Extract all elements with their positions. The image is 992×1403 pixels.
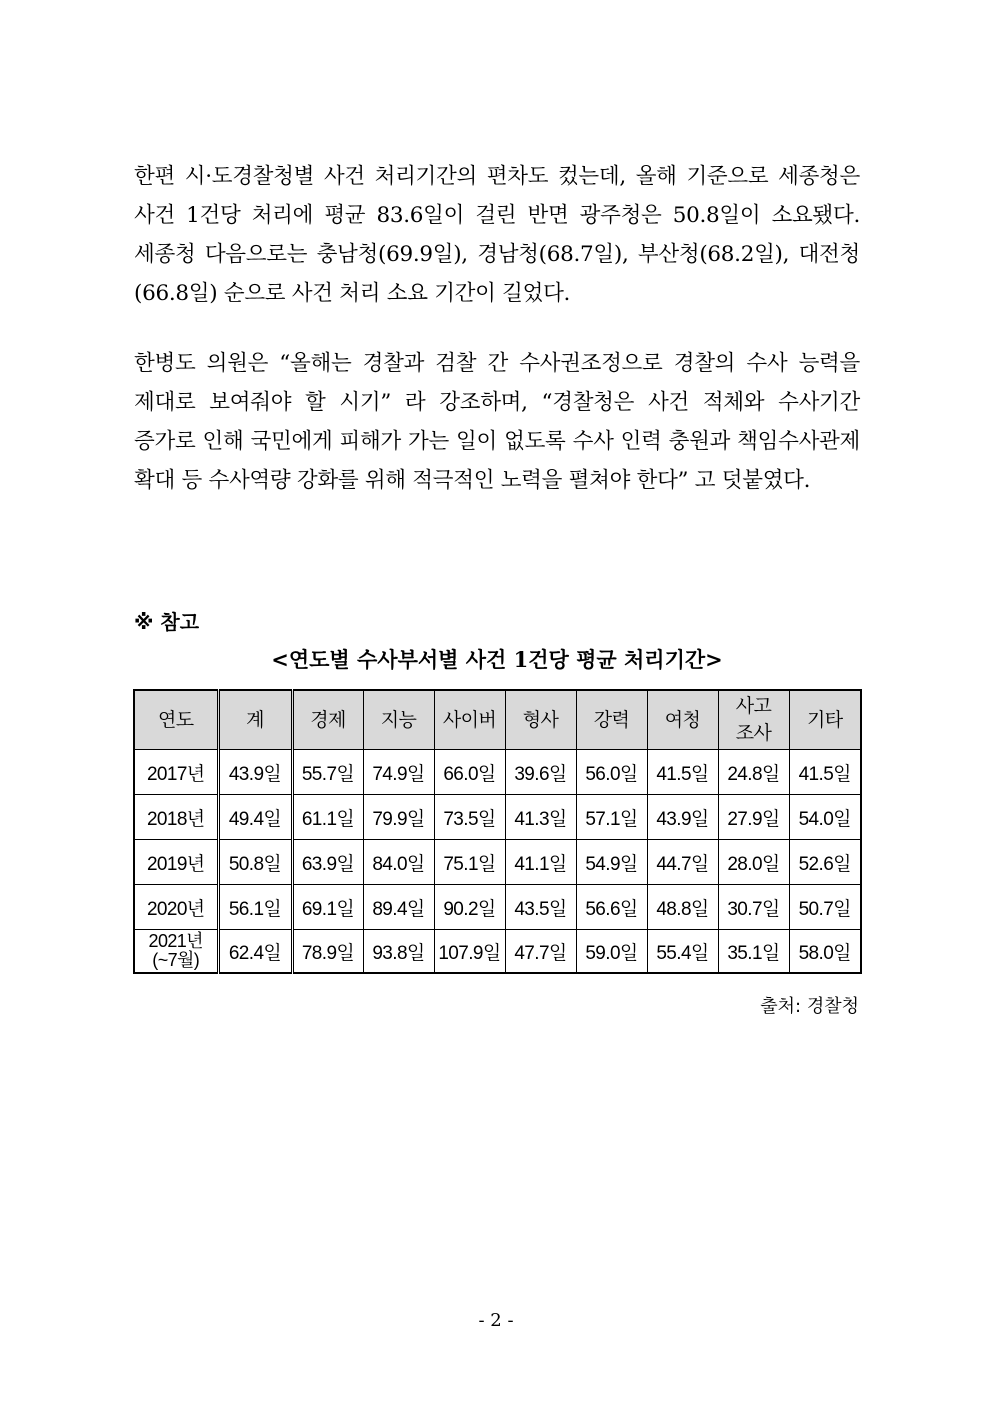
paragraph-regional-variance: 한편 시·도경찰청별 사건 처리기간의 편차도 컸는데, 올해 기준으로 세종청은 사건 1건당 처리에 평균 83.6일이 걸린 반면 광주청은 50.8일이 소요됐다. 세종청 다음으로는 충남청(69.9일), 경남청(68.7일), 부산청(68.2일), 대전청(66.8일) 순으로 사건 처리 소요 기간이 길었다. bbox=[134, 164, 860, 306]
cell-value: 41.5일 bbox=[789, 750, 861, 795]
cell-value: 27.9일 bbox=[718, 795, 789, 840]
cell-value: 61.1일 bbox=[292, 795, 363, 840]
cell-value: 49.4일 bbox=[218, 795, 292, 840]
source-note: 출처: 경찰청 bbox=[760, 996, 859, 1017]
cell-value: 56.1일 bbox=[218, 885, 292, 930]
processing-time-table bbox=[133, 689, 862, 974]
cell-value: 93.8일 bbox=[363, 930, 434, 974]
cell-year: 2020년 bbox=[134, 885, 218, 930]
cell-value: 48.8일 bbox=[647, 885, 718, 930]
cell-year: 2019년 bbox=[134, 840, 218, 885]
page-number: - 2 - bbox=[478, 1310, 514, 1331]
table-caption: <연도별 수사부서별 사건 1건당 평균 처리기간> bbox=[271, 647, 723, 672]
cell-value: 39.6일 bbox=[505, 750, 576, 795]
cell-value: 79.9일 bbox=[363, 795, 434, 840]
cell-value: 50.7일 bbox=[789, 885, 861, 930]
cell-year bbox=[134, 930, 218, 974]
cell-value: 56.0일 bbox=[576, 750, 647, 795]
cell-year: 2018년 bbox=[134, 795, 218, 840]
cell-value: 78.9일 bbox=[292, 930, 363, 974]
table-header-row bbox=[134, 690, 861, 750]
paragraph-lawmaker-quote: 한병도 의원은 “올해는 경찰과 검찰 간 수사권조정으로 경찰의 수사 능력을 제대로 보여줘야 할 시기” 라 강조하며, “경찰청은 사건 적체와 수사기간 증가로 인해 국민에게 피해가 가는 일이 없도록 수사 인력 충원과 책임수사관제 확대 등 수사역량 강화를 위해 적극적인 노력을 펼쳐야 한다” 고 덧붙였다. bbox=[134, 351, 860, 493]
cell-value: 55.4일 bbox=[647, 930, 718, 974]
header-accident-investigation bbox=[718, 690, 789, 750]
cell-value: 56.6일 bbox=[576, 885, 647, 930]
cell-value: 89.4일 bbox=[363, 885, 434, 930]
header-violent: 강력 bbox=[576, 690, 647, 750]
table-row bbox=[134, 795, 861, 840]
header-total: 계 bbox=[218, 690, 292, 750]
header-accident-line1: 사고 bbox=[735, 696, 772, 717]
cell-value: 54.9일 bbox=[576, 840, 647, 885]
cell-value: 41.1일 bbox=[505, 840, 576, 885]
cell-value: 107.9일 bbox=[434, 930, 505, 974]
header-intelligence: 지능 bbox=[363, 690, 434, 750]
cell-value: 41.3일 bbox=[505, 795, 576, 840]
header-women-youth: 여청 bbox=[647, 690, 718, 750]
cell-value: 62.4일 bbox=[218, 930, 292, 974]
cell-value: 84.0일 bbox=[363, 840, 434, 885]
reference-heading: ※ 참고 bbox=[134, 610, 200, 634]
cell-value: 54.0일 bbox=[789, 795, 861, 840]
cell-value: 59.0일 bbox=[576, 930, 647, 974]
cell-value: 58.0일 bbox=[789, 930, 861, 974]
cell-value: 44.7일 bbox=[647, 840, 718, 885]
cell-year-line2: (~7월) bbox=[152, 950, 200, 970]
cell-value: 75.1일 bbox=[434, 840, 505, 885]
header-other: 기타 bbox=[789, 690, 861, 750]
header-year: 연도 bbox=[134, 690, 218, 750]
cell-value: 24.8일 bbox=[718, 750, 789, 795]
cell-value: 55.7일 bbox=[292, 750, 363, 795]
header-accident-line2: 조사 bbox=[735, 723, 772, 744]
cell-value: 66.0일 bbox=[434, 750, 505, 795]
cell-value: 69.1일 bbox=[292, 885, 363, 930]
table-row bbox=[134, 885, 861, 930]
cell-value: 57.1일 bbox=[576, 795, 647, 840]
cell-value: 73.5일 bbox=[434, 795, 505, 840]
header-cyber: 사이버 bbox=[434, 690, 505, 750]
cell-year-line1: 2021년 bbox=[148, 931, 203, 951]
cell-value: 43.9일 bbox=[218, 750, 292, 795]
cell-value: 35.1일 bbox=[718, 930, 789, 974]
cell-value: 28.0일 bbox=[718, 840, 789, 885]
table-row bbox=[134, 750, 861, 795]
table-row bbox=[134, 840, 861, 885]
header-economy: 경제 bbox=[292, 690, 363, 750]
cell-value: 63.9일 bbox=[292, 840, 363, 885]
cell-value: 74.9일 bbox=[363, 750, 434, 795]
cell-value: 41.5일 bbox=[647, 750, 718, 795]
cell-value: 30.7일 bbox=[718, 885, 789, 930]
cell-year: 2017년 bbox=[134, 750, 218, 795]
cell-value: 43.5일 bbox=[505, 885, 576, 930]
cell-value: 50.8일 bbox=[218, 840, 292, 885]
cell-value: 52.6일 bbox=[789, 840, 861, 885]
cell-value: 43.9일 bbox=[647, 795, 718, 840]
cell-value: 47.7일 bbox=[505, 930, 576, 974]
cell-value: 90.2일 bbox=[434, 885, 505, 930]
table-row bbox=[134, 930, 861, 974]
header-criminal: 형사 bbox=[505, 690, 576, 750]
